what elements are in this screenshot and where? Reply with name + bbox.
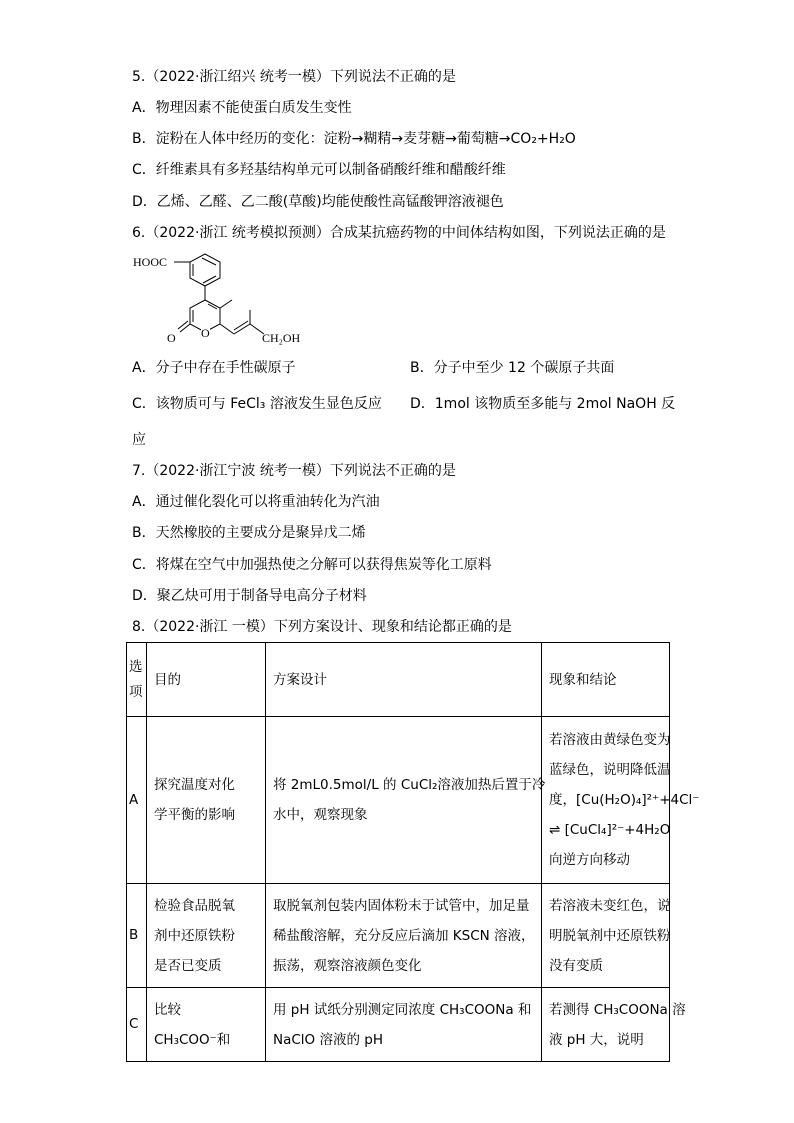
ring-oxygen-label: O [201, 326, 210, 340]
row-option: A [127, 717, 147, 884]
q7-option-b: B．天然橡胶的主要成分是聚异戊二烯 [132, 525, 366, 541]
q6-option-d-continued: 应 [132, 432, 146, 448]
header-design: 方案设计 [266, 643, 542, 717]
table-row [127, 884, 670, 988]
header-option: 选 项 [127, 643, 147, 717]
q7-option-d: D．聚乙炔可用于制备导电高分子材料 [132, 588, 367, 604]
ring-methyl-bond [220, 300, 232, 308]
q6-stem: 6.（2022·浙江 统考模拟预测）合成某抗癌药物的中间体结构如图，下列说法正确的是 [132, 225, 666, 241]
row-design: 取脱氧剂包装内固体粉末于试管中，加足量 稀盐酸溶解，充分反应后滴加 KSCN 溶液， 振荡，观察溶液颜色变化 [266, 884, 542, 988]
row-design: 用 pH 试纸分别测定同浓度 CH₃COONa 和 NaClO 溶液的 pH [266, 988, 542, 1062]
header-result: 现象和结论 [542, 643, 670, 717]
row-result: 若溶液未变红色，说 明脱氧剂中还原铁粉 没有变质 [542, 884, 670, 988]
q6-option-a: A．分子中存在手性碳原子 [132, 360, 296, 376]
keto-bond-1 [180, 324, 190, 332]
table-row [127, 717, 670, 884]
pyranone-double-bond-1 [208, 304, 217, 309]
q7-option-a: A．通过催化裂化可以将重油转化为汽油 [132, 494, 380, 510]
side-chain-double-b [234, 321, 248, 330]
cooh-label: HOOC [133, 255, 168, 269]
side-chain-bond-1 [220, 324, 234, 334]
q7-stem: 7.（2022·浙江宁波 统考一模）下列说法不正确的是 [132, 463, 456, 479]
row-option: C [127, 988, 147, 1062]
row-purpose: 探究温度对化 学平衡的影响 [147, 717, 266, 884]
q8-stem: 8.（2022·浙江 一模）下列方案设计、现象和结论都正确的是 [132, 619, 512, 635]
row-design: 将 2mL0.5mol/L 的 CuCl₂溶液加热后置于冷 水中，观察现象 [266, 717, 542, 884]
benzene-double-bond-2 [203, 276, 216, 283]
q5-option-c: C．纤维素具有多羟基结构单元可以制备硝酸纤维和醋酸纤维 [132, 162, 506, 178]
q5-option-b: B．淀粉在人体中经历的变化：淀粉→糊精→麦芽糖→葡萄糖→CO₂+H₂O [132, 131, 576, 147]
q6-option-c: C．该物质可与 FeCl₃ 溶液发生显色反应 [132, 396, 382, 412]
q6-option-b: B．分子中至少 12 个碳原子共面 [410, 360, 615, 376]
q6-option-d: D．1mol 该物质至多能与 2mol NaOH 反 [410, 396, 676, 412]
row-purpose: 比较 CH₃COO⁻和 [147, 988, 266, 1062]
q5-option-a: A．物理因素不能使蛋白质发生变性 [132, 100, 352, 116]
q5-stem: 5.（2022·浙江绍兴 统考一模）下列说法不正确的是 [132, 69, 456, 85]
table-row [127, 988, 670, 1062]
experiment-table [126, 642, 700, 1062]
keto-bond-2 [178, 321, 188, 329]
q7-option-c: C．将煤在空气中加强热使之分解可以获得焦炭等化工原料 [132, 557, 492, 573]
row-result: 若测得 CH₃COONa 溶 液 pH 大，说明 [542, 988, 670, 1062]
chemical-structure-diagram [130, 250, 330, 354]
header-purpose: 目的 [147, 643, 266, 717]
row-purpose: 检验食品脱氧 剂中还原铁粉 是否已变质 [147, 884, 266, 988]
q5-option-d: D．乙烯、乙醛、乙二酸(草酸)均能使酸性高锰酸钾溶液褪色 [132, 194, 504, 210]
row-option: B [127, 884, 147, 988]
ch2oh-label: CH₂OH [262, 331, 301, 345]
benzene-ring [190, 254, 220, 286]
keto-oxygen-label: O [167, 331, 176, 345]
table-header-row [127, 643, 670, 717]
row-result: 若溶液由黄绿色变为 蓝绿色，说明降低温 度，[Cu(H₂O)₄]²⁺+4Cl⁻ ⇌ [CuCl₄]²⁻+4H₂O 向逆方向移动 [542, 717, 670, 884]
